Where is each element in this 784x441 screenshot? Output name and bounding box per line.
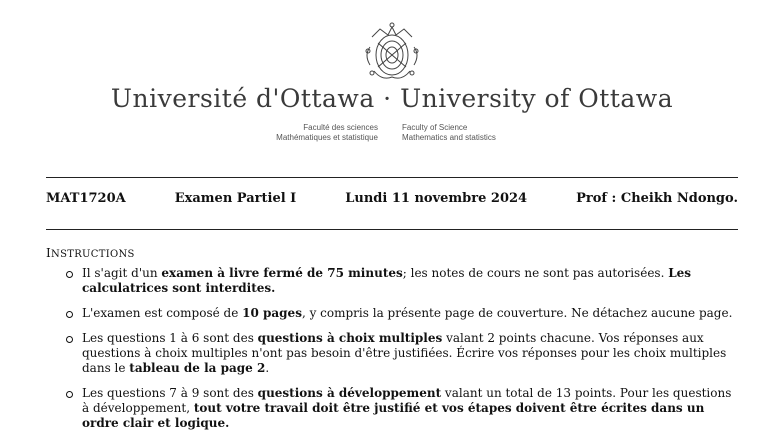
bullet-icon [66, 271, 73, 278]
faculty-en-label: Faculty of Science [402, 123, 468, 132]
item-text: ; les notes de cours ne sont pas autorisées. [402, 266, 669, 280]
instructions-heading-initial: I [46, 246, 52, 260]
instructions-heading-rest: NSTRUCTIONS [51, 249, 135, 260]
item-text: Les questions 7 à 9 sont des [82, 386, 258, 400]
university-name: Université d'Ottawa · University of Ottawa [110, 84, 674, 113]
faculty-fr-label: Faculté des sciences [303, 123, 378, 132]
dept-en-label: Mathematics and statistics [402, 133, 496, 142]
list-item [66, 331, 738, 376]
item-text: valant 2 points chacune. Vos réponses aux questions à choix multiples n'ont pas besoin d'être justifiées. Écrire vos réponses pour les choix multiples dans le [82, 331, 727, 375]
item-text: . [265, 361, 270, 375]
list-item [66, 306, 738, 321]
list-item [66, 386, 738, 431]
faculty-french [228, 123, 378, 143]
item-text: Les questions 1 à 6 sont des [82, 331, 258, 345]
professor-name: Prof : Cheikh Ndongo. [576, 191, 738, 206]
instructions-heading [46, 246, 135, 260]
bottom-divider [46, 229, 738, 230]
top-divider [46, 177, 738, 178]
instructions-list [66, 266, 738, 441]
exam-date: Lundi 11 novembre 2024 [345, 191, 528, 206]
bullet-icon [66, 391, 73, 398]
bullet-icon [66, 311, 73, 318]
item-bold: tableau de la page 2 [129, 361, 266, 375]
item-bold: examen à livre fermé de 75 minutes [161, 266, 403, 280]
university-crest-icon [0, 0, 784, 150]
item-text: valant un total de 13 points. Pour les questions à développement, [82, 386, 732, 415]
course-code: MAT1720A [46, 191, 126, 206]
item-bold: 10 pages [242, 306, 302, 320]
item-bold: tout votre travail doit être justifié et vos étapes doivent être écrites dans un ordre clair et logique. [82, 401, 705, 430]
item-text: Il s'agit d'un [82, 266, 162, 280]
item-text: L'examen est composé de [82, 306, 243, 320]
item-text: , y compris la présente page de couverture. Ne détachez aucune page. [301, 306, 733, 320]
dept-fr-label: Mathématiques et statistique [276, 133, 378, 142]
item-bold: questions à développement [257, 386, 442, 400]
exam-header [46, 191, 738, 206]
faculty-english [402, 123, 552, 143]
exam-title: Examen Partiel I [174, 191, 297, 206]
item-bold: Les calculatrices sont interdites. [82, 266, 692, 295]
item-bold: questions à choix multiples [257, 331, 443, 345]
bullet-icon [66, 336, 73, 343]
list-item [66, 266, 738, 296]
